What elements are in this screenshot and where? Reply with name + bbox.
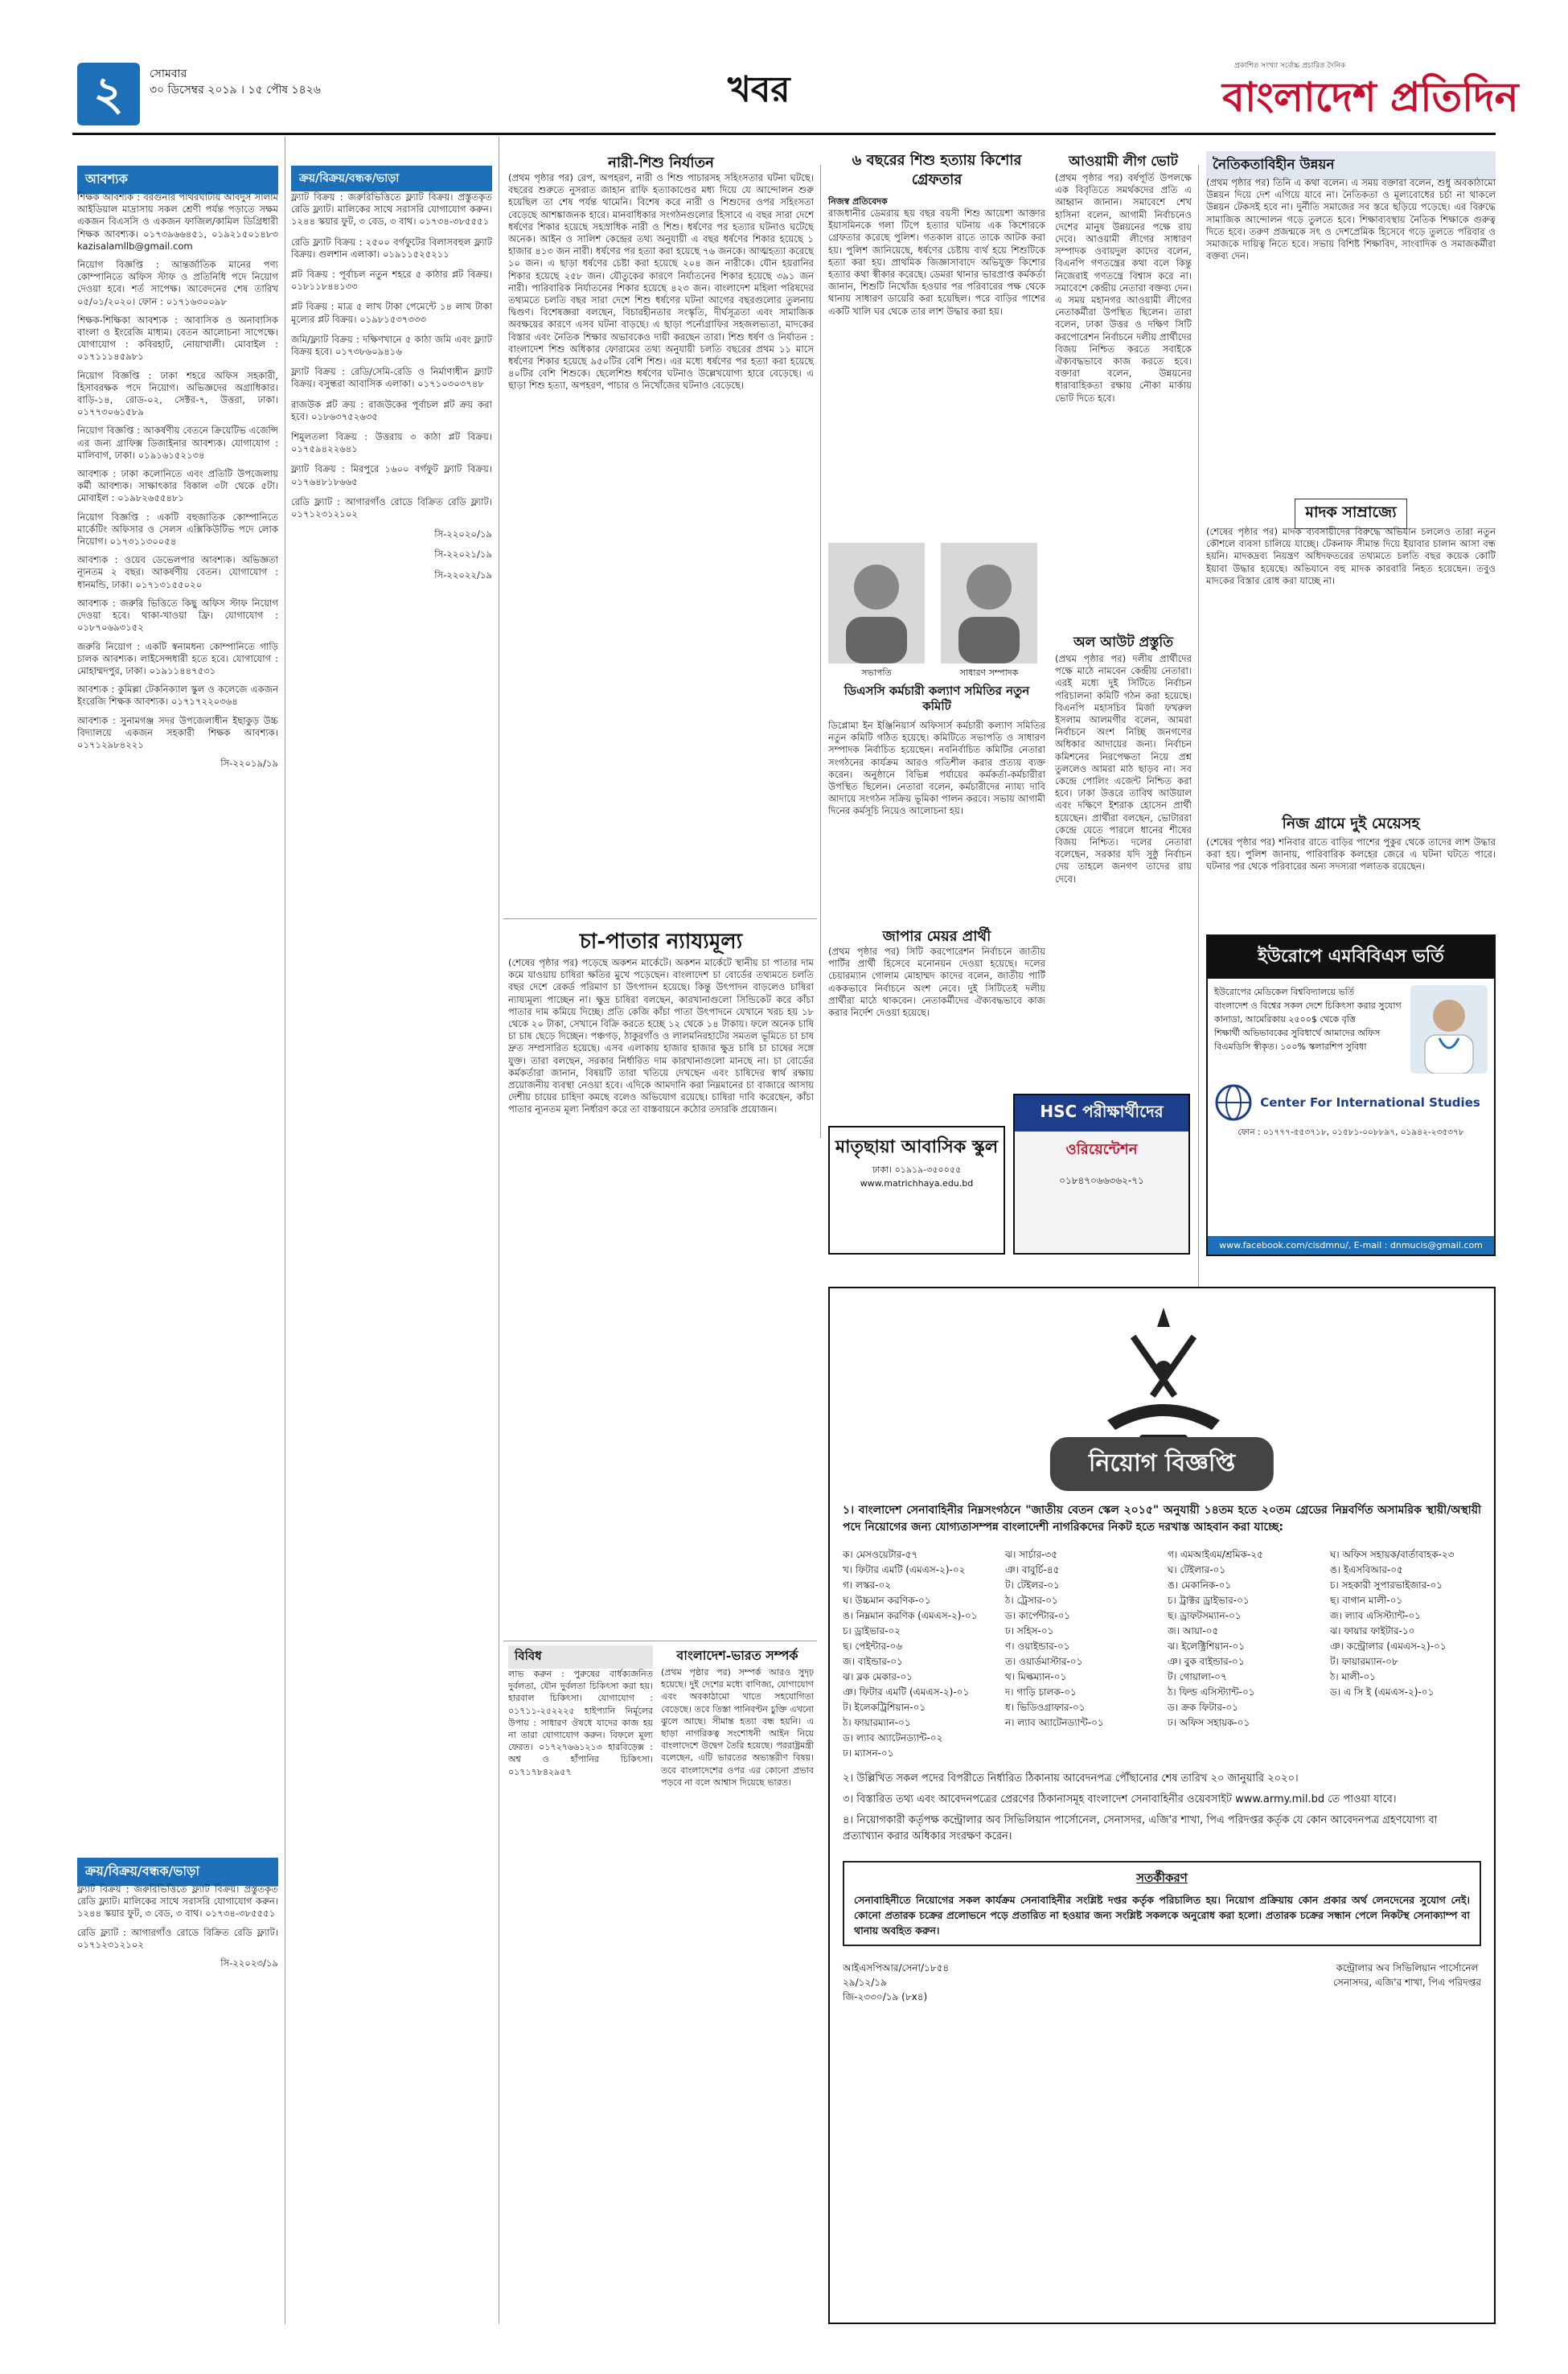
ad-army-posts-col <box>1330 1547 1481 1761</box>
ad-army-intro: ১। বাংলাদেশ সেনাবাহিনীর নিম্নসংগঠনে "জাতীয় বেতন স্কেল ২০১৫" অনুযায়ী ১৪তম হতে ২০তম গ্রেডের নিম্নবর্ণিত অসামরিক স্থায়ী/অস্থায়ী পদে নিয়োগের জন্য যোগ্যতাসম্পন্ন বাংলাদেশী নাগরিকদের নিকট হতে দরখাস্ত আহবান করা যাচ্ছে: <box>843 1504 1481 1534</box>
photo-president <box>828 543 925 663</box>
classified-item: আবশ্যক : কুমিল্লা টেকনিক্যাল স্কুল ও কলেজে একজন ইংরেজি শিক্ষক আবশ্যক। ০১৭১৭২২০৩৬৪ <box>77 684 278 708</box>
army-post: ছ। পেইন্টার-০৬ <box>843 1641 903 1652</box>
army-post: ড। এ সি ই (এমএস-২)-০১ <box>1330 1686 1435 1698</box>
ad-europe-mbbs <box>1206 934 1496 1256</box>
story-six-year-headline: ৬ বছরের শিশু হত্যায় কিশোর গ্রেফতার <box>852 152 1022 188</box>
section-buy-sell: ক্রয়/বিক্রয়/বন্ধক/ভাড়া <box>291 166 492 191</box>
army-post: গ। লস্কর-০২ <box>843 1579 892 1591</box>
classified-item: প্লট বিক্রয় : পূর্বাচল নতুন শহরে ৫ কাঠার প্লট বিক্রয়। ০১৮১১৮৪৪১৩৩ <box>291 269 492 293</box>
story-alout-headline: অল আউট প্রস্তুতি <box>1073 635 1174 651</box>
ad-army-notes <box>830 1768 1494 1853</box>
classified-item: শিক্ষক-শিক্ষিকা আবশ্যক : আবাসিক ও অনাবাসিক বাংলা ও ইংরেজি মাধ্যম। বেতন আলোচনা সাপেক্ষে। যোগাযোগ : কবিরহাট, নোয়াখালী। মোবাইল : ০১৭১১১৪৫৯৮১ <box>77 314 278 363</box>
classified-item: শিমুলতলা বিক্রয় : উত্তরায় ৩ কাঠা প্লট বিক্রয়। ০১৭৫৯৪২২৬৪১ <box>291 431 492 455</box>
classified-item: ফ্ল্যাট বিক্রয় : মিরপুরে ১৬০০ বর্গফুট ফ্ল্যাট বিক্রয়। ০১৭৬৪৮১৮৬৬৫ <box>291 463 492 487</box>
story-ethics-headline: নৈতিকতাবিহীন উন্নয়ন <box>1213 157 1335 173</box>
ad-army-posts-col <box>1005 1547 1156 1761</box>
classified-item: নিয়োগ বিজ্ঞপ্তি : আকর্ষণীয় বেতনে ক্রিয়েটিভ এজেন্সি এর জন্য গ্রাফিক্স ডিজাইনার আবশ্যক। যোগাযোগ : মালিবাগ, ঢাকা। ০১৯১৬১৫২১৩৪ <box>77 425 278 461</box>
story-nari-body: (প্রথম পৃষ্ঠার পর) রেপ, অপহরণ, নারী ও শিশু পাচারসহ সহিংসতার ঘটনা ঘটছে। বছরের শুরুতে নুসরাত জাহান রাফি হত্যাকাণ্ডের মধ্য দিয়ে যে আন্দোলন শুরু হয়েছিল তা শেষ পর্যন্ত থামেনি। বিশেষ করে নারী ও শিশুদের ওপর সহিংসতা বেড়েছে আশঙ্কাজনক হারে। মানবাধিকার সংগঠনগুলোর হিসাবে এ বছর সারা দেশে ধর্ষণের শিকার হয়েছে সহস্রাধিক নারী ও শিশু। ধর্ষণের পর হত্যার ঘটনাও ঘটেছে অনেক। আইন ও সালিশ কেন্দ্রের তথ্য অনুযায়ী এ বছর ধর্ষণের শিকার হয়েছে ১ হাজার ৪১৩ জন নারী। ধর্ষণের পর হত্যা করা হয়েছে ৭৬ জনকে। আত্মহত্যা করেছে ১০ জন। এ ছাড়া ধর্ষণের চেষ্টা করা হয়েছে ২০৪ জন নারীকে। যৌন হয়রানির শিকার হয়েছে ২৫৮ জন। যৌতুকের কারণে নির্যাতনের শিকার হয়েছে ৩৯১ জন নারী। পারিবারিক নির্যাতনের শিকার হয়েছে ৪২৩ জন। বাংলাদেশ মহিলা পরিষদের তথ্যমতে চলতি বছর সারা দেশে শিশু ধর্ষণের ঘটনা আগের বছরগুলোর তুলনায় দ্বিগুণ। বিশেষজ্ঞরা বলছেন, বিচারহীনতার সংস্কৃতি, দীর্ঘসূত্রতা এবং সামাজিক অবক্ষয়ের কারণে এসব ঘটনা বাড়ছে। এ ছাড়া পর্নোগ্রাফির সহজলভ্যতা, মাদকের বিস্তার এবং নৈতিক শিক্ষার অভাবকেও দায়ী করছেন তারা। শিশু ধর্ষণ ও নির্যাতন : বাংলাদেশ শিশু অধিকার ফোরামের তথ্য অনুযায়ী চলতি বছরের প্রথম ১১ মাসে ধর্ষণের শিকার হয়েছে ৯৫০টির বেশি শিশু। এর মধ্যে ধর্ষণের পর হত্যা করা হয়েছে ৪০টির বেশি শিশুকে। ছেলেশিশু ধর্ষণের ঘটনাও উল্লেখযোগ্য হারে বেড়েছে। এ ছাড়া শিশু হত্যা, অপহরণ, পাচার ও নিখোঁজের ঘটনাও বেড়েছে। <box>508 172 814 392</box>
ad-europe-contact: ফোন : ০১৭৭৭-৫৫৩৭১৮, ০১৫৮১-০০৮৮৯৭, ০১৯৪২-২৩৫৩৭৮ <box>1238 1127 1464 1137</box>
army-gd: জি-২৩৩০/১৯ (৮x৪) <box>843 1991 928 2002</box>
doctor-photo <box>1410 985 1488 1074</box>
brand-tagline: প্রকাশিত সংখ্যা সর্বোচ্চ প্রচারিত দৈনিক <box>1234 62 1346 70</box>
army-sign1: কন্ট্রোলার অব সিভিলিয়ান পার্সোনেল <box>1336 1962 1479 1974</box>
classifieds-needed <box>77 191 278 1848</box>
army-post: ঘ। টেইলার-০১ <box>1168 1564 1226 1575</box>
army-date: ২৯/১২/১৯ <box>843 1977 887 1988</box>
ad-army-posts-col <box>843 1547 994 1761</box>
army-post: ছ। ড্রাফটসম্যান-০১ <box>1168 1610 1242 1621</box>
army-post: ঢ। অফিস সহায়ক-০১ <box>1168 1717 1250 1728</box>
ad-matrichaya-address: ঢাকা। ০১৯১৯-৩৫০০৫৫ <box>872 1164 962 1175</box>
army-post: ঞ। ফিটার এমটি (এমএস-২)-০১ <box>843 1686 970 1698</box>
army-post: জ। ল্যাব এসিস্ট্যান্ট-০১ <box>1330 1610 1421 1621</box>
army-post: ত। ওয়ার্ডমাস্টার-০১ <box>1005 1656 1083 1667</box>
classified-item: নিয়োগ বিজ্ঞপ্তি : একটি বহুজাতিক কোম্পানিতে মার্কেটিং অফিসার ও সেলস এক্সিকিউটিভ পদে লোক নিয়োগ। ০১৭৩১১৩০০৫৪ <box>77 511 278 548</box>
story-diploma-headline: ডিএসসি কর্মচারী কল্যাণ সমিতির নতুন কমিটি <box>844 684 1030 713</box>
classified-item: রাজউক প্লট ক্রয় : রাজউকের পূর্বাচল প্লট ক্রয় করা হবে। ০১৮৬৩৭৫২৬৩৫ <box>291 398 492 422</box>
ad-europe-web: www.facebook.com/cisdmnu/, E-mail : dnmucis@gmail.com <box>1208 1236 1494 1255</box>
story-awami-headline: আওয়ামী লীগ ভোট <box>1069 154 1178 170</box>
story-bibidh-body: লাভ করুন : পুরুষের বার্ধক্যজনিত দুর্বলতা, যৌন দুর্বলতা চিকিৎসা করা হয়। হারবাল চিকিৎসা। যোগাযোগ : ০১৭১১-২৫২২২৫ হাইপ্যানি নির্মূলের উপায় : সাধারণ ঔষধে যাদের কাজ হয় না তারা যোগাযোগ করুন। বিফলে মূল্য ফেরত। ০১৭২৭৬৬১২১৩ হারবিড়েক্স : অশ্ব ও হাঁপানির চিকিৎসা। ০১৭১৭৮৪২৯৫৭ <box>508 1669 653 1777</box>
story-ethics-body: (প্রথম পৃষ্ঠার পর) তিনি এ কথা বলেন। এ সময় বক্তারা বলেন, শুধু অবকাঠামো উন্নয়ন দিয়ে দেশ এগিয়ে যাবে না। নৈতিকতা ও মূল্যবোধের চর্চা না থাকলে উন্নয়ন টেকসই হবে না। দুর্নীতি সমাজের সব স্তরে ছড়িয়ে পড়েছে। এর বিরুদ্ধে সামাজিক আন্দোলন গড়ে তুলতে হবে। শিক্ষাব্যবস্থায় নৈতিক শিক্ষাকে গুরুত্ব দিতে হবে। তরুণ প্রজন্মকে সৎ ও দেশপ্রেমিক হিসেবে গড়ে তুলতে পরিবার ও সমাজকে দায়িত্ব নিতে হবে। সভায় বিশিষ্ট শিক্ষাবিদ, সাংবাদিক ও সমাজকর্মীরা বক্তব্য দেন। <box>1206 177 1496 262</box>
ad-hsc-phone: ০১৮৪৭০৬৬৩৬২-৭১ <box>1059 1175 1144 1186</box>
classified-ref: সি-২২০২৩/১৯ <box>220 1957 278 1969</box>
classified-item: প্লট বিক্রয় : মাত্র ৫ লাখ টাকা পেমেন্টে ১৪ লাখ টাকা মূল্যের প্লট বিক্রয়। ০১৯৮১৫৩৭৩৩৩ <box>291 301 492 325</box>
date-label: ৩০ ডিসেম্বর ২০১৯ । ১৫ পৌষ ১৪২৬ <box>150 84 321 97</box>
story-diploma-body: ডিপ্লোমা ইন ইঞ্জিনিয়ার্স অফিসার্স কর্মচারী কল্যাণ সমিতির নতুন কমিটি গঠিত হয়েছে। কমিটিতে সভাপতি ও সাধারণ সম্পাদক নির্বাচিত হয়েছেন। নবনির্বাচিত কমিটির নেতারা সংগঠনের কার্যক্রম আরও গতিশীল করার প্রত্যয় ব্যক্ত করেন। অনুষ্ঠানে বিভিন্ন পর্যায়ের কর্মকর্তা-কর্মচারীরা উপস্থিত ছিলেন। নেতারা বলেন, কর্মচারীদের ন্যায্য দাবি আদায়ে সংগঠন সক্রিয় ভূমিকা পালন করবে। সভায় আগামী দিনের কর্মসূচি নিয়েও আলোচনা হয়। <box>828 720 1045 817</box>
army-post: ণ। ওয়াইন্ডার-০১ <box>1005 1641 1070 1652</box>
story-six-year-byline: নিজস্ব প্রতিবেদক <box>828 196 888 207</box>
story-ethics-headline-band <box>1206 151 1496 180</box>
story-india-headline: বাংলাদেশ-ভারত সম্পর্ক <box>676 1648 798 1663</box>
ad-europe-title: ইউরোপে এমবিবিএস ভর্তি <box>1208 936 1494 979</box>
brand-logo: বাংলাদেশ প্রতিদিন <box>1222 73 1519 121</box>
section-title: খবর <box>728 69 790 110</box>
army-post: ট। টেইলর-০১ <box>1005 1579 1060 1591</box>
ad-europe-point: বাংলাদেশ ও বিশ্বের সকল দেশে চিকিৎসা করার সুযোগ <box>1214 1000 1402 1011</box>
story-drug-body: (শেষের পৃষ্ঠার পর) মাদক ব্যবসায়ীদের বিরুদ্ধে অভিযান চললেও তারা নতুন কৌশলে ব্যবসা চালিয়ে যাচ্ছে। টেকনাফ সীমান্ত দিয়ে ইয়াবার চালান আসা বন্ধ হয়নি। মাদকদ্রব্য নিয়ন্ত্রণ অধিদফতরের তথ্যমতে চলতি বছর কয়েক কোটি ইয়াবা উদ্ধার হয়েছে। অভিযানে বহু মাদক কারবারি নিহত হয়েছেন। তবুও মাদকের বিস্তার রোধ করা যাচ্ছে না। <box>1206 526 1496 586</box>
army-post: ঢ। ম্যাসন-০১ <box>843 1748 894 1759</box>
classified-ref: সি-২২০২২/১৯ <box>434 569 492 581</box>
section-needed: আবশ্যক <box>77 166 278 194</box>
army-post: ঞ। বুক বাইন্ডার-০১ <box>1168 1656 1245 1667</box>
classified-ref: সি-২২০১৯/১৯ <box>220 758 278 770</box>
army-note: ২। উল্লিখিত সকল পদের বিপরীতে নির্ধারিত ঠিকানায় আবেদনপত্র পৌঁছানোর শেষ তারিখ ২০ জানুয়ারি ২০২০। <box>843 1772 1299 1785</box>
army-post: ঙ। মেকানিক-০১ <box>1168 1579 1232 1591</box>
army-post: জ। আয়া-০৫ <box>1168 1625 1219 1637</box>
ad-hsc-subtitle: ওরিয়েন্টেশন <box>1065 1141 1138 1158</box>
army-post: জ। বাইন্ডার-০১ <box>843 1656 903 1667</box>
army-post: চ। ট্রাক্টর ড্রাইভার-০১ <box>1168 1595 1250 1606</box>
caption-president: সভাপতি <box>861 667 892 678</box>
army-post: ধ। ভিডিওগ্রাফার-০১ <box>1005 1702 1086 1713</box>
army-post: ঢ। সহিস-০১ <box>1005 1625 1054 1637</box>
ad-army-title: নিয়োগ বিজ্ঞপ্তি <box>1050 1437 1274 1491</box>
army-post: ন। ল্যাব অ্যাটেনড্যান্ট-০১ <box>1005 1717 1104 1728</box>
classified-ref: সি-২২০২০/১৯ <box>434 528 492 540</box>
story-six-year-body: রাজধানীর ডেমরায় ছয় বছর বয়সী শিশু আয়েশা আক্তার ইয়াসমিনকে গলা টিপে হত্যার ঘটনায় এক কিশোরকে গ্রেফতার করেছে পুলিশ। গতকাল রাতে তাকে আটক করা হয়। পুলিশ জানিয়েছে, ধর্ষণের চেষ্টায় ব্যর্থ হয়ে শিশুটিকে হত্যা করা হয়। প্রাথমিক জিজ্ঞাসাবাদে অভিযুক্ত কিশোর হত্যার কথা স্বীকার করেছে। ডেমরা থানার ভারপ্রাপ্ত কর্মকর্তা জানান, শিশুটি নিখোঁজ হওয়ার পর পরিবারের পক্ষ থেকে থানায় সাধারণ ডায়েরি করা হয়েছিল। পরে বাড়ির পাশের একটি খালি ঘর থেকে তার লাশ উদ্ধার করা হয়। <box>828 207 1045 317</box>
day-label: সোমবার <box>150 68 187 80</box>
army-post: দ। গাড়ি চালক-০১ <box>1005 1686 1077 1698</box>
story-drug-headline: মাদক সাম্রাজ্যে <box>1295 499 1406 529</box>
globe-emblem-icon <box>1214 1083 1253 1122</box>
army-post: চ। সহকারী সুপারভাইজার-০১ <box>1330 1579 1443 1591</box>
classifieds-bottom <box>77 1883 278 2322</box>
army-post: ক। মেসওয়েটার-৫৭ <box>843 1549 918 1560</box>
classified-item: আবশ্যক : ওয়েব ডেভেলপার আবশ্যক। অভিজ্ঞতা ন্যূনতম ২ বছর। আকর্ষণীয় বেতন। যোগাযোগ : ধানমন্ডি, ঢাকা। ০১৭১৩১৫৫০২০ <box>77 554 278 590</box>
story-alout-body: (প্রথম পৃষ্ঠার পর) দলীয় প্রার্থীদের পক্ষে মাঠে নামবেন কেন্দ্রীয় নেতারা। এরই মধ্যে দুই সিটিতে নির্বাচন পরিচালনা কমিটি গঠন করা হয়েছে। বিএনপি মহাসচিব মির্জা ফখরুল ইসলাম আলমগীর বলেন, আমরা নির্বাচনে অংশ নিচ্ছি জনগণের অধিকার আদায়ের জন্য। নির্বাচন কমিশনের নিরপেক্ষতা নিয়ে প্রশ্ন তুললেও আমরা মাঠ ছাড়ব না। সব কেন্দ্রে পোলিং এজেন্ট নিশ্চিত করা হবে। ঢাকা উত্তরে তাবিথ আউয়াল এবং দক্ষিণে ইশরাক হোসেন প্রার্থী হয়েছেন। প্রার্থীরা বলছেন, ভোটাররা কেন্দ্রে যেতে পারলে ধানের শীষের বিজয় নিশ্চিত। দলের নেতারা বলেছেন, সরকার যদি সুষ্ঠু নির্বাচন দেয় তাহলে জনগণ তাদের রায় দেবে। <box>1055 653 1192 885</box>
classified-item: জমি/ফ্ল্যাট বিক্রয় : দক্ষিণখানে ৫ কাঠা জমি এবং ফ্ল্যাট বিক্রয় হবে। ০১৭৩৮৬০৯৪১৬ <box>291 333 492 358</box>
story-girls-headline-wrap <box>1206 812 1496 838</box>
army-post: ছ। বাগান মালী-০১ <box>1330 1595 1403 1606</box>
story-jamal-body: (প্রথম পৃষ্ঠার পর) সিটি করপোরেশন নির্বাচনে জাতীয় পার্টির প্রার্থী হিসেবে মনোনয়ন দেওয়া হয়েছে। দলের চেয়ারম্যান গোলাম মোহাম্মদ কাদের বলেন, জাতীয় পার্টি এককভাবে নির্বাচনে অংশ নেবে। দুই সিটিতেই দলীয় প্রার্থীরা মাঠে থাকবেন। নেতাকর্মীদের ঐক্যবদ্ধভাবে কাজ করার নির্দেশ দেওয়া হয়েছে। <box>828 946 1045 1019</box>
classifieds-buy-sell <box>291 191 492 1945</box>
army-crossed-swords-icon <box>1091 1300 1236 1452</box>
ad-europe-point: ইউরোপের মেডিকেল বিশ্ববিদ্যালয়ে ভর্তি <box>1214 987 1355 997</box>
caption-secretary: সাধারণ সম্পাদক <box>959 667 1019 678</box>
ad-matrichaya-title: মাতৃছায়া আবাসিক স্কুল <box>835 1136 999 1157</box>
photo-secretary <box>941 543 1037 663</box>
army-post: ঝ। ইলেক্ট্রিশিয়ান-০১ <box>1168 1641 1245 1652</box>
ad-europe-point: কানাডা, আমেরিকায় ২৫০০$ থেকে বৃত্তি <box>1214 1014 1356 1025</box>
section-bibidh: বিবিধ <box>508 1645 653 1669</box>
ad-army-posts <box>830 1541 1494 1768</box>
army-footer-left <box>843 1961 949 2004</box>
ad-hsc-title: HSC পরীক্ষার্থীদের <box>1015 1095 1188 1132</box>
classified-item: ফ্ল্যাট বিক্রয় : জরুরিভিত্তিতে ফ্ল্যাট বিক্রয়। প্রস্তুতকৃত রেডি ফ্ল্যাট। মালিকের সাথে সরাসরি যোগাযোগ করুন। ১২৪৪ স্কয়ার ফুট, ৩ বেড, ৩ বাথ। ০১৭৩৪-৩৮৫৫৫১ <box>291 191 492 228</box>
classified-item: রেডি ফ্ল্যাট : আগারগাঁও রোডে বিক্রিত রেডি ফ্ল্যাট। ০১৭১২৩১২১০২ <box>77 1926 278 1950</box>
story-awami-body: (প্রথম পৃষ্ঠার পর) বর্ষপূর্তি উপলক্ষে এক বিবৃতিতে সমর্থকদের প্রতি এ আহ্বান জানান। সমাবেশে শেখ হাসিনা বলেন, আগামী নির্বাচনেও দেশের মানুষ উন্নয়নের পক্ষে রায় দেবে। আওয়ামী লীগের সাধারণ সম্পাদক ওবায়দুল কাদের বলেন, বিএনপি গণতন্ত্রের কথা বলে কিন্তু নিজেরাই গণতন্ত্রে বিশ্বাস করে না। সমাবেশে কেন্দ্রীয় নেতারা বক্তব্য দেন। এ সময় মহানগর আওয়ামী লীগের নেতাকর্মীরা উপস্থিত ছিলেন। তারা বলেন, ঢাকা উত্তর ও দক্ষিণ সিটি করপোরেশন নির্বাচনে দলীয় প্রার্থীদের বিজয় নিশ্চিত করতে সবাইকে ঐক্যবদ্ধভাবে কাজ করতে হবে। বক্তারা বলেন, উন্নয়নের ধারাবাহিকতা রক্ষায় নৌকা মার্কায় ভোট দিতে হবে। <box>1055 172 1192 404</box>
ad-hsc <box>1013 1094 1190 1255</box>
classified-item: নিয়োগ বিজ্ঞপ্তি : আন্তর্জাতিক মানের পণ্য কোম্পানিতে অফিস স্টাফ ও প্রতিনিধি পদে নিয়োগ দেওয়া হবে। শর্ত সাপেক্ষ। আবেদনের শেষ তারিখ ০৫/০১/২০২০। ফোন : ০১৭১৬৩০০৯৮ <box>77 259 278 307</box>
army-warning-title: সতর্কীকরণ <box>1136 1871 1188 1885</box>
army-note: ৪। নিয়োগকারী কর্তৃপক্ষ কন্ট্রোলার অব সিভিলিয়ান পার্সোনেল, সেনাসদর, এজি'র শাখা, পিএ পরিদপ্তর কর্তৃক যে কোন আবেদনপত্র গ্রহণযোগ্য বা প্রত্যাখ্যান করার অধিকার সংরক্ষণ করেন। <box>843 1814 1438 1842</box>
ad-army-posts-col <box>1168 1547 1319 1761</box>
classified-item: ফ্ল্যাট বিক্রয় : জরুরিভিত্তিতে ফ্ল্যাট বিক্রয়। প্রস্তুতকৃত রেডি ফ্ল্যাট। মালিকের সাথে সরাসরি যোগাযোগ করুন। ১২৪৪ স্কয়ার ফুট, ৩ বেড, ৩ বাথ। ০১৭৩৪-৩৮৫৫৫১ <box>77 1883 278 1920</box>
army-post: ঝ। ব্লক মেকার-০১ <box>843 1671 913 1682</box>
ad-army-header <box>830 1288 1494 1497</box>
classified-item: শিক্ষক আবশ্যক : বরগুনার পাথরঘাটায় আবদুস সালাম আইডিয়াল মাদ্রাসায় সকল শ্রেণী পর্যন্ত পড়াতে সক্ষম একজন বিএসসি ও একজন ফাজিল/কামিল ডিগ্রিধারী শিক্ষক আবশ্যক। ০১৭৩৯৬৬৪৫১, ০১৯২১৫০১৪৮৩ kazisalamllb@gmail.com <box>77 191 278 252</box>
classified-item: নিয়োগ বিজ্ঞপ্তি : ঢাকা শহরে অফিস সহকারী, হিসাবরক্ষক পদে নিয়োগ। অভিজ্ঞদের অগ্রাধিকার। বাড়ি-১৪, রোড-০২, সেক্টর-৭, উত্তরা, ঢাকা। ০১৭৭৩০৬১৫৮৯ <box>77 369 278 418</box>
army-post: ঞ। বাবুর্চি-৪৫ <box>1005 1564 1060 1575</box>
story-nari-headline: নারী-শিশু নির্যাতন <box>608 154 714 171</box>
story-chapata-headline: চা-পাতার ন্যায্যমূল্য <box>579 930 743 954</box>
army-post: চ। ড্রাইভার-০২ <box>843 1625 901 1637</box>
ad-army-footer <box>830 1954 1494 2011</box>
army-post: ঙ। নিম্নমান করণিক (এমএস-২)-০১ <box>843 1610 978 1621</box>
army-post: ট। গোয়ালা-০৭ <box>1168 1671 1227 1682</box>
story-girls-body: (শেষের পৃষ্ঠার পর) শনিবার রাতে বাড়ির পাশের পুকুর থেকে তাদের লাশ উদ্ধার করা হয়। পুলিশ জানায়, পারিবারিক কলহের জেরে এ ঘটনা ঘটতে পারে। ঘটনার পর থেকে পরিবারের অন্য সদস্যরা পলাতক রয়েছেন। <box>1206 836 1496 873</box>
story-jamal-headline: জাপার মেয়র প্রার্থী <box>882 928 991 945</box>
section-buy-sell-bottom: ক্রয়/বিক্রয়/বন্ধক/ভাড়া <box>77 1858 278 1886</box>
army-warning-text: সেনাবাহিনীতে নিয়োগের সকল কার্যক্রম সেনাবাহিনীর সংশ্লিষ্ট দপ্তর কর্তৃক পরিচালিত হয়। নিয়োগ প্রক্রিয়ায় কোন প্রকার অর্থ লেনদেনের সুযোগ নেই। কোনো প্রতারক চক্রের প্রলোভনে পড়ে প্রতারিত না হওয়ার জন্য সংশ্লিষ্ট সকলকে অনুরোধ করা হলো। প্রতারক চক্রের সন্ধান পেলে নিকটস্থ সেনাক্যাম্প বা থানায় অবহিত করুন। <box>854 1894 1470 1937</box>
army-post: গ। এমআইএম/শ্রমিক-২৫ <box>1168 1549 1263 1560</box>
ad-europe-point: শিক্ষার্থী অভিভাবকের সুবিধার্থে আমাদের অফিস <box>1214 1028 1381 1038</box>
classified-item: আবশ্যক : সুনামগঞ্জ সদর উপজেলাধীন ইছাকুড় উচ্চ বিদ্যালয়ে একজন সহকারী শিক্ষক আবশ্যক। ০১৭১২৯৮৪২২১ <box>77 714 278 750</box>
army-post: ঞ। কন্ট্রোলার (এমএস-২)-০১ <box>1330 1641 1447 1652</box>
army-footer-right <box>1333 1961 1481 2004</box>
army-post: ঠ। ট্রেসার-০১ <box>1005 1595 1058 1606</box>
army-post: ঝ। সার্চার-৩৫ <box>1005 1549 1058 1560</box>
army-post: ঠ। ফিল্ড এসিস্ট্যান্ট-০১ <box>1168 1686 1255 1698</box>
army-post: ঠ। ফায়ারম্যান-০১ <box>843 1717 911 1728</box>
army-post: ঘ। অফিস সহায়ক/বার্তাবাহক-২৩ <box>1330 1549 1455 1560</box>
classified-ref: সি-২২০২১/১৯ <box>434 548 492 561</box>
army-ref: আইএসপিআর/সেনা/১৮৫৪ <box>843 1962 950 1974</box>
army-post: ঝ। ফায়ার ফাইটার-১০ <box>1330 1625 1415 1637</box>
ad-matrichaya <box>828 1126 1005 1255</box>
ad-europe-points <box>1214 985 1410 1074</box>
army-post: ড। ল্যাব অ্যাটেনড্যান্ট-০২ <box>843 1732 943 1744</box>
story-girls-headline: নিজ গ্রামে দুই মেয়েসহ <box>1282 815 1420 832</box>
army-post: থ। মিল্কম্যান-০১ <box>1005 1671 1067 1682</box>
army-post: ড। ক্রক ফিটার-০১ <box>1168 1702 1238 1713</box>
army-post: ঘ। উচ্চমান করণিক-০১ <box>843 1595 931 1606</box>
story-chapata-body: (শেষের পৃষ্ঠার পর) পড়েছে অকশন মার্কেটে। অকশন মার্কেটে স্থানীয় চা পাতার দাম কমে যাওয়ায় চাষিরা ক্ষতির মুখে পড়েছেন। বাংলাদেশ চা বোর্ডের তথ্যমতে চলতি বছর দেশে রেকর্ড পরিমাণ চা উৎপাদন হয়েছে। কিন্তু উৎপাদন বাড়লেও চাষিরা ন্যায্যমূল্য পাচ্ছেন না। ক্ষুদ্র চাষিরা বলছেন, কারখানাগুলো সিন্ডিকেট করে কাঁচা পাতার দাম কমিয়ে দিচ্ছে। প্রতি কেজি কাঁচা পাতা উৎপাদনে যেখানে খরচ হয় ১৮ থেকে ২০ টাকা, সেখানে বিক্রি করতে হচ্ছে ১২ থেকে ১৪ টাকায়। ফলে অনেক চাষি চা চাষ ছেড়ে দিচ্ছেন। পঞ্চগড়, ঠাকুরগাঁও ও লালমনিরহাটের সমতল ভূমিতে চা চাষ দ্রুত সম্প্রসারিত হয়েছে। এসব এলাকায় হাজার হাজার ক্ষুদ্র চাষি চা চাষের সঙ্গে যুক্ত। তারা বলছেন, সরকার নির্ধারিত দাম কারখানাগুলো মানছে না। চা বোর্ডের কর্মকর্তারা জানান, বিষয়টি তারা খতিয়ে দেখছেন এবং চাষিদের স্বার্থ রক্ষায় প্রয়োজনীয় ব্যবস্থা নেওয়া হবে। এদিকে আমদানি করা নিম্নমানের চা বাজারে আসায় দেশীয় চায়ের চাহিদা কমছে বলেও অভিযোগ রয়েছে। চাষিরা দাবি করেছেন, কাঁচা পাতার ন্যূনতম মূল্য নির্ধারণ করে তা বাস্তবায়নে কঠোর তদারকি প্রয়োজন। <box>508 957 814 1115</box>
ad-europe-center: Center For International Studies <box>1260 1095 1480 1110</box>
ad-europe-point: বিএমডিসি স্বীকৃত। ১০০% স্কলারশিপ সুবিধা <box>1214 1041 1367 1052</box>
story-india-body: (প্রথম পৃষ্ঠার পর) সম্পর্ক আরও সুদৃঢ় হয়েছে। দুই দেশের মধ্যে বাণিজ্য, যোগাযোগ এবং অবকাঠামো খাতে সহযোগিতা বেড়েছে। তবে তিস্তা পানিবণ্টন চুক্তি এখনো ঝুলে আছে। সীমান্ত হত্যা বন্ধ হয়নি। এ ছাড়া নাগরিকত্ব সংশোধনী আইন নিয়ে বাংলাদেশে উদ্বেগ তৈরি হয়েছে। পররাষ্ট্রমন্ত্রী বলেছেন, এটি ভারতের অভ্যন্তরীণ বিষয়। তবে বাংলাদেশের ওপর এর কোনো প্রভাব পড়বে না বলে আশ্বাস দিয়েছে ভারত। <box>661 1667 814 1788</box>
army-note: ৩। বিস্তারিত তথ্য এবং আবেদনপত্রের প্রেরণের ঠিকানাসমূহ বাংলাদেশ সেনাবাহিনীর ওয়েবসাইট www.army.mil.bd তে পাওয়া যাবে। <box>843 1793 1397 1805</box>
army-post: ট। ফায়ারম্যান-০৮ <box>1330 1656 1398 1667</box>
classified-item: আবশ্যক : জরুরি ভিত্তিতে কিছু অফিস স্টাফ নিয়োগ দেওয়া হবে। থাকা-খাওয়া ফ্রি। যোগাযোগ : ০১৮৭০৬৯৩১৫২ <box>77 597 278 634</box>
army-post: খ। ফিটার এমটি (এমএস-২)-০২ <box>843 1564 966 1575</box>
army-post: ড। কার্পেন্টার-০১ <box>1005 1610 1071 1621</box>
classified-item: ফ্ল্যাট বিক্রয় : রেডি/সেমি-রেডি ও নির্মাণাধীন ফ্ল্যাট বিক্রয়। বসুন্ধরা আবাসিক এলাকা। ০১৭১০৩০৩৭৪৮ <box>291 366 492 390</box>
ad-matrichaya-url: www.matrichhaya.edu.bd <box>860 1178 974 1189</box>
classified-item: আবশ্যক : ঢাকা কলোনিতে এবং প্রতিটি উপজেলায় কর্মী আবশ্যক। সাক্ষাৎকার বিকাল ৩টা থেকে ৫টা। মোবাইল : ০১৯৮২৬৫৫৪৮১ <box>77 468 278 504</box>
classified-item: রেডি ফ্ল্যাট বিক্রয় : ২৫০০ বর্গফুটের বিলাসবহুল ফ্ল্যাট বিক্রয়। গুলশান এলাকা। ০১৯১১৫২৫২১১ <box>291 236 492 260</box>
ad-army-warning <box>843 1861 1481 1946</box>
story-drug-headline-wrap <box>1206 499 1496 529</box>
classified-item: জরুরি নিয়োগ : একটি স্বনামধন্য কোম্পানিতে গাড়ি চালক আবশ্যক। লাইসেন্সধারী হতে হবে। যোগাযোগ : মোহাম্মদপুর, ঢাকা। ০১৯১১৪৪৭৫৩১ <box>77 640 278 676</box>
army-post: ঙ। ইএসবিআর-০৫ <box>1330 1564 1403 1575</box>
ad-army-recruitment <box>828 1287 1496 2324</box>
army-post: ট। ইলেকট্রিশিয়ান-০১ <box>843 1702 926 1713</box>
page-number: ২ <box>77 63 140 125</box>
army-sign2: সেনাসদর, এজি'র শাখা, পিএ পরিদপ্তর <box>1333 1977 1481 1988</box>
dateline <box>150 66 321 98</box>
classified-item: রেডি ফ্ল্যাট : আগারগাঁও রোডে বিক্রিত রেডি ফ্ল্যাট। ০১৭১২৩১২১০২ <box>291 495 492 520</box>
army-post: ঠ। মালী-০১ <box>1330 1671 1376 1682</box>
